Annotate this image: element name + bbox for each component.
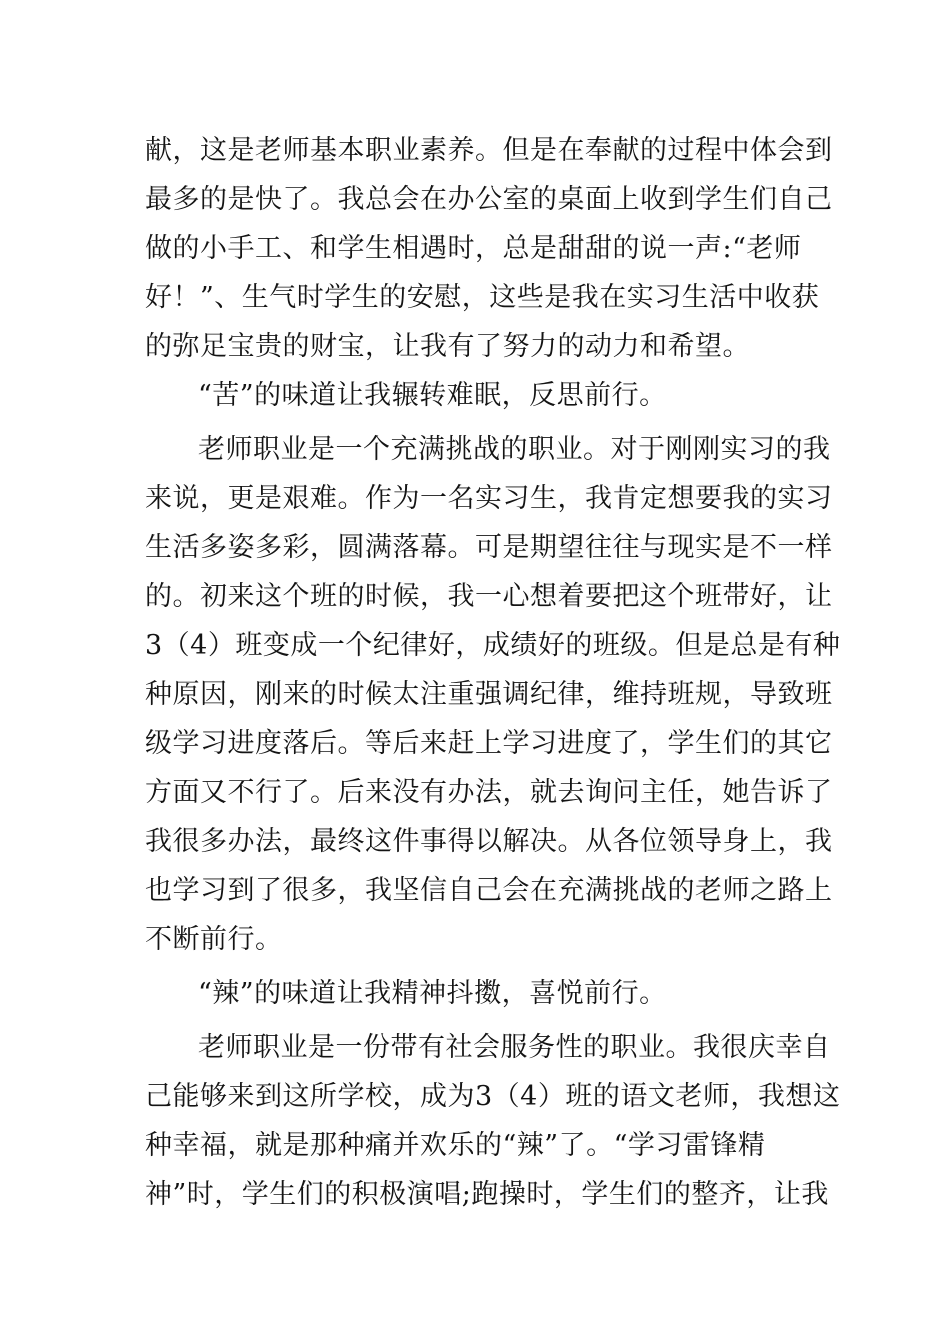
text-line: 方面又不行了。后来没有办法，就去询问主任，她告诉了	[145, 777, 833, 808]
paragraph-first-line: 老师职业是一个充满挑战的职业。对于刚刚实习的我	[198, 434, 831, 465]
text-line: 生活多姿多彩，圆满落幕。可是期望往往与现实是不一样	[145, 532, 833, 563]
section-heading: “辣”的味道让我精神抖擞，喜悦前行。	[198, 978, 667, 1009]
text-line: 来说，更是艰难。作为一名实习生，我肯定想要我的实习	[145, 483, 833, 514]
text-line: 做的小手工、和学生相遇时，总是甜甜的说一声:“老师	[145, 233, 802, 264]
text-line: 的弥足宝贵的财宝，让我有了努力的动力和希望。	[145, 331, 750, 362]
text-line: 献，这是老师基本职业素养。但是在奉献的过程中体会到	[145, 135, 833, 166]
text-line: 也学习到了很多，我坚信自己会在充满挑战的老师之路上	[145, 875, 833, 906]
text-line: 级学习进度落后。等后来赶上学习进度了，学生们的其它	[145, 728, 833, 759]
text-line: 种幸福，就是那种痛并欢乐的“辣”了。“学习雷锋精	[145, 1130, 766, 1161]
text-line: 种原因，刚来的时候太注重强调纪律，维持班规，导致班	[145, 679, 833, 710]
text-line: 3（4）班变成一个纪律好，成绩好的班级。但是总是有种	[145, 630, 841, 661]
text-line: 神”时，学生们的积极演唱;跑操时，学生们的整齐，让我	[145, 1179, 829, 1210]
text-line: 我很多办法，最终这件事得以解决。从各位领导身上，我	[145, 826, 833, 857]
text-line: 最多的是快了。我总会在办公室的桌面上收到学生们自己	[145, 184, 833, 215]
text-line: 不断前行。	[145, 924, 283, 955]
text-line: 的。初来这个班的时候，我一心想着要把这个班带好，让	[145, 581, 833, 612]
section-heading: “苦”的味道让我辗转难眠，反思前行。	[198, 380, 667, 411]
paragraph-first-line: 老师职业是一份带有社会服务性的职业。我很庆幸自	[198, 1032, 831, 1063]
text-line: 好！”、生气时学生的安慰，这些是我在实习生活中收获	[145, 282, 820, 313]
text-line: 己能够来到这所学校，成为3（4）班的语文老师，我想这	[145, 1081, 841, 1112]
